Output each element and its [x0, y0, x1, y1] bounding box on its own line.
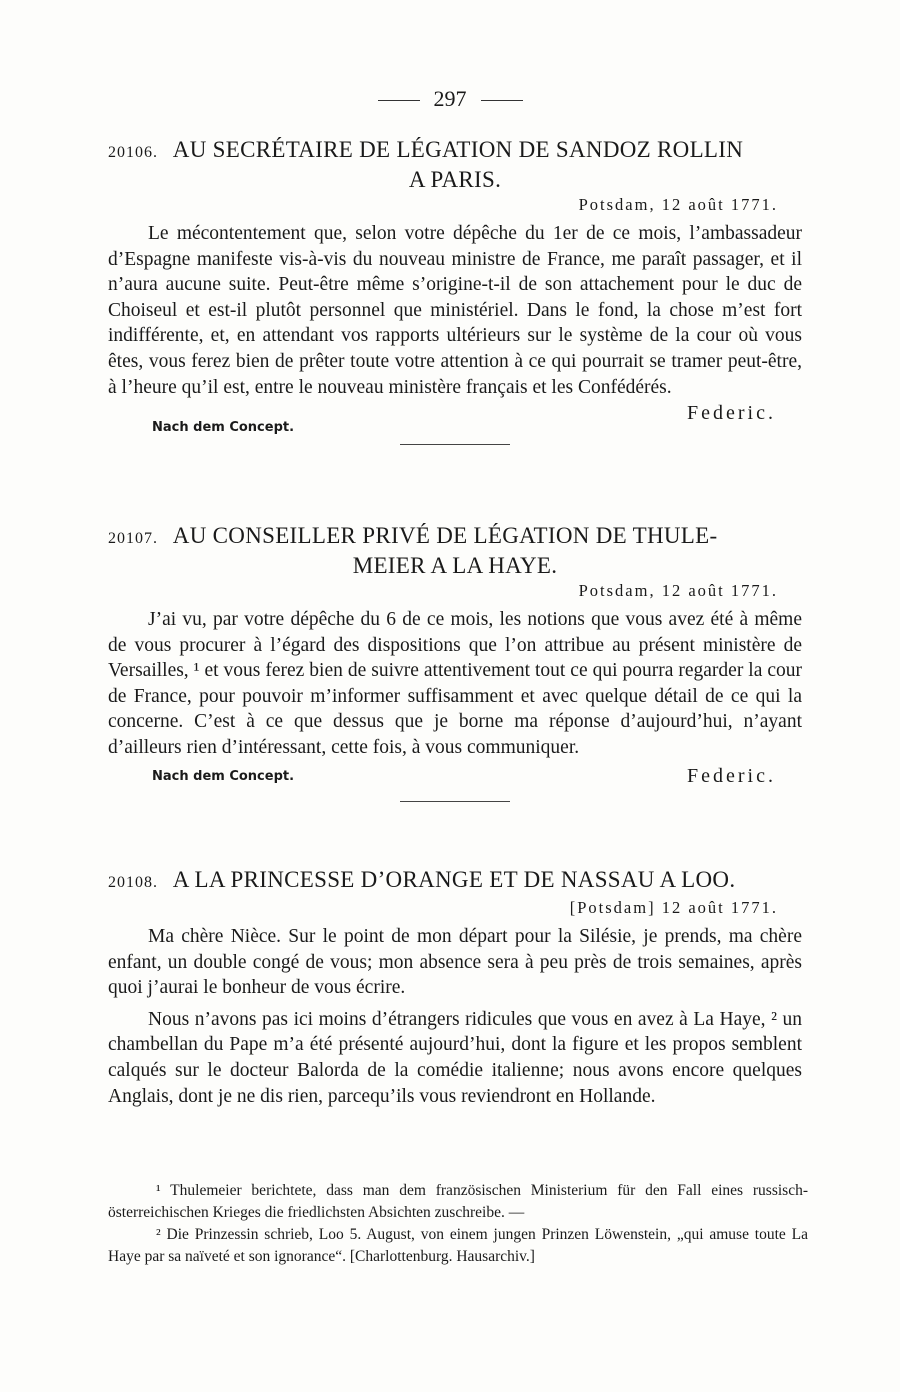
- letter-paragraph: Nous n’avons pas ici moins d’étrangers ridicules que vous en avez à La Haye, ² un chambellan du Pape m’a été présenté aujourd’hui, dont la figure et les propos semblent calqués sur le docteur Balorda de la comédie italienne; nous avons encore quelques Anglais, dont je ne dis rien, parcequ’ils vous reviendront en Hollande.: [108, 1008, 802, 1107]
- letter-date: Potsdam, 12 août 1771.: [578, 195, 778, 214]
- letter-20106: [108, 136, 802, 445]
- letter-number: 20107.: [108, 530, 158, 547]
- letter-heading: [108, 866, 802, 896]
- signature: Federic.: [687, 402, 776, 425]
- letter-paragraph: J’ai vu, par votre dépêche du 6 de ce mois, les notions que vous avez été à même de vous procurer à l’égard des dispositions que l’on attribue au présent ministère de Versailles, ¹ et vous ferez bien de suivre attentivement tout ce qui pourra regarder la cour de France, pour pouvoir m’informer suffisamment et avec quelque détail de ce qui la concerne. C’est à ce que dessus que je borne ma réponse d’aujourd’hui, n’ayant d’ailleurs rien d’intéressant, cette fois, à vous communiquer.: [108, 609, 802, 758]
- letter-number: 20106.: [108, 144, 158, 161]
- letter-date: [Potsdam] 12 août 1771.: [569, 898, 778, 917]
- letter-20107: [108, 522, 802, 802]
- heading-line-1: A LA PRINCESSE D’ORANGE ET DE NASSAU A LOO.: [172, 867, 736, 892]
- signature: Federic.: [687, 764, 776, 787]
- letter-heading: [108, 522, 802, 579]
- letter-body: [108, 607, 802, 761]
- letter-body: [108, 924, 802, 1109]
- source-note: Nach dem Concept.: [152, 768, 295, 784]
- header-dash-left: [378, 100, 420, 101]
- page-header: [0, 86, 900, 112]
- section-divider: [400, 444, 510, 445]
- heading-line-2: MEIER A LA HAYE.: [352, 553, 558, 578]
- letter-20108: [108, 866, 802, 1109]
- section-divider: [400, 801, 510, 802]
- heading-line-2: A PARIS.: [408, 167, 502, 192]
- letter-paragraph: Ma chère Nièce. Sur le point de mon départ pour la Silésie, je prends, ma chère enfant, un double congé de vous; mon absence sera à peu près de trois semaines, après quoi j’aurai le bonheur de vous écrire.: [108, 926, 802, 999]
- header-dash-right: [481, 100, 523, 101]
- heading-line-1: AU CONSEILLER PRIVÉ DE LÉGATION DE THULE-: [172, 523, 718, 548]
- footnote: ¹ Thulemeier berichtete, dass man dem französischen Ministerium für den Fall eines russisch-österreichischen Krieges die friedlichsten Absichten zuschreibe. —: [108, 1182, 808, 1221]
- heading-line-1: AU SECRÉTAIRE DE LÉGATION DE SANDOZ ROLLIN: [172, 137, 744, 162]
- letter-body: [108, 221, 802, 400]
- source-note: Nach dem Concept.: [152, 420, 295, 436]
- footnotes: [108, 1180, 808, 1268]
- letter-number: 20108.: [108, 874, 158, 891]
- letter-date: Potsdam, 12 août 1771.: [578, 581, 778, 600]
- letter-paragraph: Le mécontentement que, selon votre dépêche du 1er de ce mois, l’ambassadeur d’Espagne manifeste vis-à-vis du nouveau ministre de France, me paraît passager, et il n’aura aucune suite. Peut-être même s’origine-t-il de son attachement pour le duc de Choiseul et est-il plutôt personnel que ministériel. Dans le fond, la chose m’est fort indifférente, et, en attendant vos rapports ultérieurs sur le système de la cour où vous êtes, vous ferez bien de prêter toute votre attention à ce qui pourrait se tramer peut-être, à l’heure qu’il est, entre le nouveau ministère français et les Confédérés.: [108, 223, 802, 398]
- letter-heading: [108, 136, 802, 193]
- footnote: ² Die Prinzessin schrieb, Loo 5. August, von einem jungen Prinzen Löwenstein, „qui amuse toute La Haye par sa naïveté et son ignorance“. [Charlottenburg. Hausarchiv.]: [108, 1226, 808, 1265]
- letter-footer: [108, 402, 802, 442]
- page-number: 297: [433, 86, 467, 111]
- letter-footer: [108, 765, 802, 801]
